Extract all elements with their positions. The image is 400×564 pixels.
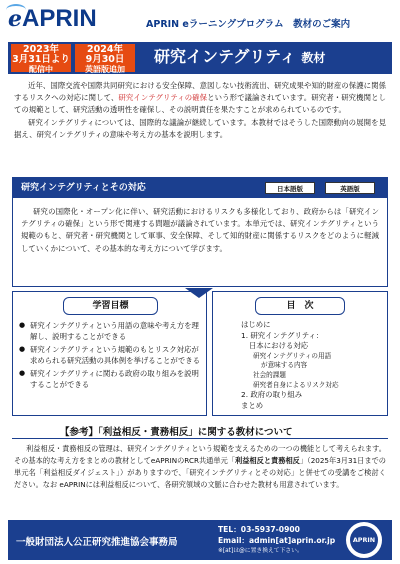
learning-goals-list	[17, 320, 202, 392]
date2-day: 9月30日	[85, 54, 125, 65]
toc-list	[241, 320, 381, 411]
date2-year: 2024年	[87, 44, 123, 55]
course-section	[12, 177, 388, 287]
intro-text	[14, 80, 386, 141]
reference-body	[14, 443, 386, 491]
toc-item: が意味する内容	[261, 361, 308, 370]
table-of-contents-box	[212, 291, 388, 416]
page-title-suffix: 教材	[301, 51, 326, 65]
intro-paragraph-2: 研究インテグリティについては、国際的な議論が継続しています。本教材ではそうした国際動向の展開を見据え、研究インテグリティの意味や考え方の基本を説明します。	[14, 117, 386, 139]
toc-title: 目 次	[255, 297, 345, 315]
learning-goals-box	[12, 291, 207, 416]
toc-item: はじめに	[241, 320, 271, 329]
page-title	[154, 46, 325, 69]
reference-course-name: 利益相反と責務相反	[235, 456, 300, 465]
tagline: APRIN eラーニングプログラム 教材のご案内	[146, 19, 351, 30]
goal-item: ● 研究インテグリティという規範のもとリスク対応が求められる研究活動の具体例を挙げることができる	[17, 344, 202, 366]
organization-name: 一般財団法人公正研究推進協会事務局	[16, 537, 178, 548]
toc-item: 研究インテグリティの用語	[253, 351, 332, 360]
logo-arc-icon	[6, 4, 26, 16]
toc-item: 社会的課題	[253, 370, 286, 379]
reference-text-1: 利益相反・責務相反の管理は、研究インテグリティという規範を支えるための一つの機能として考えられます。その基本的な考え方をまとめの教材としてeAPRINのRCR共通単元「	[14, 444, 386, 465]
section-body: 研究の国際化・オープン化に伴い、研究活動におけるリスクも多様化しており、政府からは「研究インテグリティの確保」という形で関連する問題が議論されています。本単元では、研究インテグリティという規範のもと、研究者・研究機関として軍事、安全保障、そして知的財産に関係するリスクをどのように軽減していくかについて、その基本的な考え方について学びます。	[21, 207, 379, 253]
logo-e: e	[8, 6, 22, 32]
contact-email[interactable]: Email：admin[at]aprin.or.jp	[218, 536, 336, 545]
aprin-seal-text: APRIN	[350, 526, 378, 554]
footer	[8, 520, 392, 560]
japanese-version-button[interactable]: 日本語版	[265, 182, 315, 194]
toc-item: 研究者自身によるリスク対応	[253, 380, 339, 389]
intro-text-after: という形で議論されています。研究者・研究機関としての規範として、研究活動の透明性を確保し、その説明責任を果たすことが求められているのです。	[14, 93, 386, 115]
intro-highlight: 研究インテグリティの確保	[118, 93, 208, 103]
goal-item: ● 研究インテグリティに関わる政府の取り組みを説明することができる	[17, 368, 202, 390]
goal-item: ● 研究インテグリティという用語の意味や考え方を理解し、説明することができる	[17, 320, 202, 342]
date1-note: 配信中	[29, 65, 53, 74]
eaprin-logo	[8, 6, 97, 32]
title-bar	[8, 42, 392, 74]
date1-day: 3月31日より	[12, 54, 70, 65]
date-badge-english	[75, 44, 135, 72]
logo-brand: APRIN	[22, 5, 97, 32]
aprin-seal-logo	[346, 522, 382, 558]
intro-text-before: 近年、国際交流や国際共同研究における安全保障、意図しない技術流出、研究成果や知的財産の保護に関係するリスクへの対応に関して、	[14, 81, 386, 103]
section-heading-text: 研究インテグリティとその対応	[21, 183, 146, 193]
header	[8, 6, 392, 40]
contact-info	[218, 524, 335, 557]
reference-heading: 【参考】「利益相反・責務相反」に関する教材について	[60, 427, 293, 438]
reference-text-2: 」（2025年3月31日までの単元名「利益相反ダイジェスト」）がありますので、「研究インテグリティとその対応」と併せての受講をご検討ください。なお eAPRINには利益相反について、各研究領域の文脈に合わせた教材も用意されています。	[14, 456, 386, 489]
date2-note: 英語版追加	[85, 65, 125, 74]
date-badge-release	[11, 44, 71, 72]
reference-divider	[12, 438, 388, 439]
toc-item: 1. 研究インテグリティ：	[241, 330, 324, 340]
date1-year: 2023年	[23, 44, 59, 55]
learning-goals-title: 学習目標	[63, 297, 158, 315]
contact-note: ※[at]は@に置き換えて下さい。	[218, 548, 303, 554]
contact-tel: TEL：03-5937-0900	[218, 525, 300, 534]
page-title-main: 研究インテグリティ	[154, 47, 296, 66]
english-version-button[interactable]: 英語版	[325, 182, 375, 194]
toc-item: 2. 政府の取り組み	[241, 390, 303, 400]
toc-item: まとめ	[241, 400, 264, 410]
intro-paragraph-1	[14, 80, 386, 117]
toc-item: 日本における対応	[249, 341, 309, 351]
